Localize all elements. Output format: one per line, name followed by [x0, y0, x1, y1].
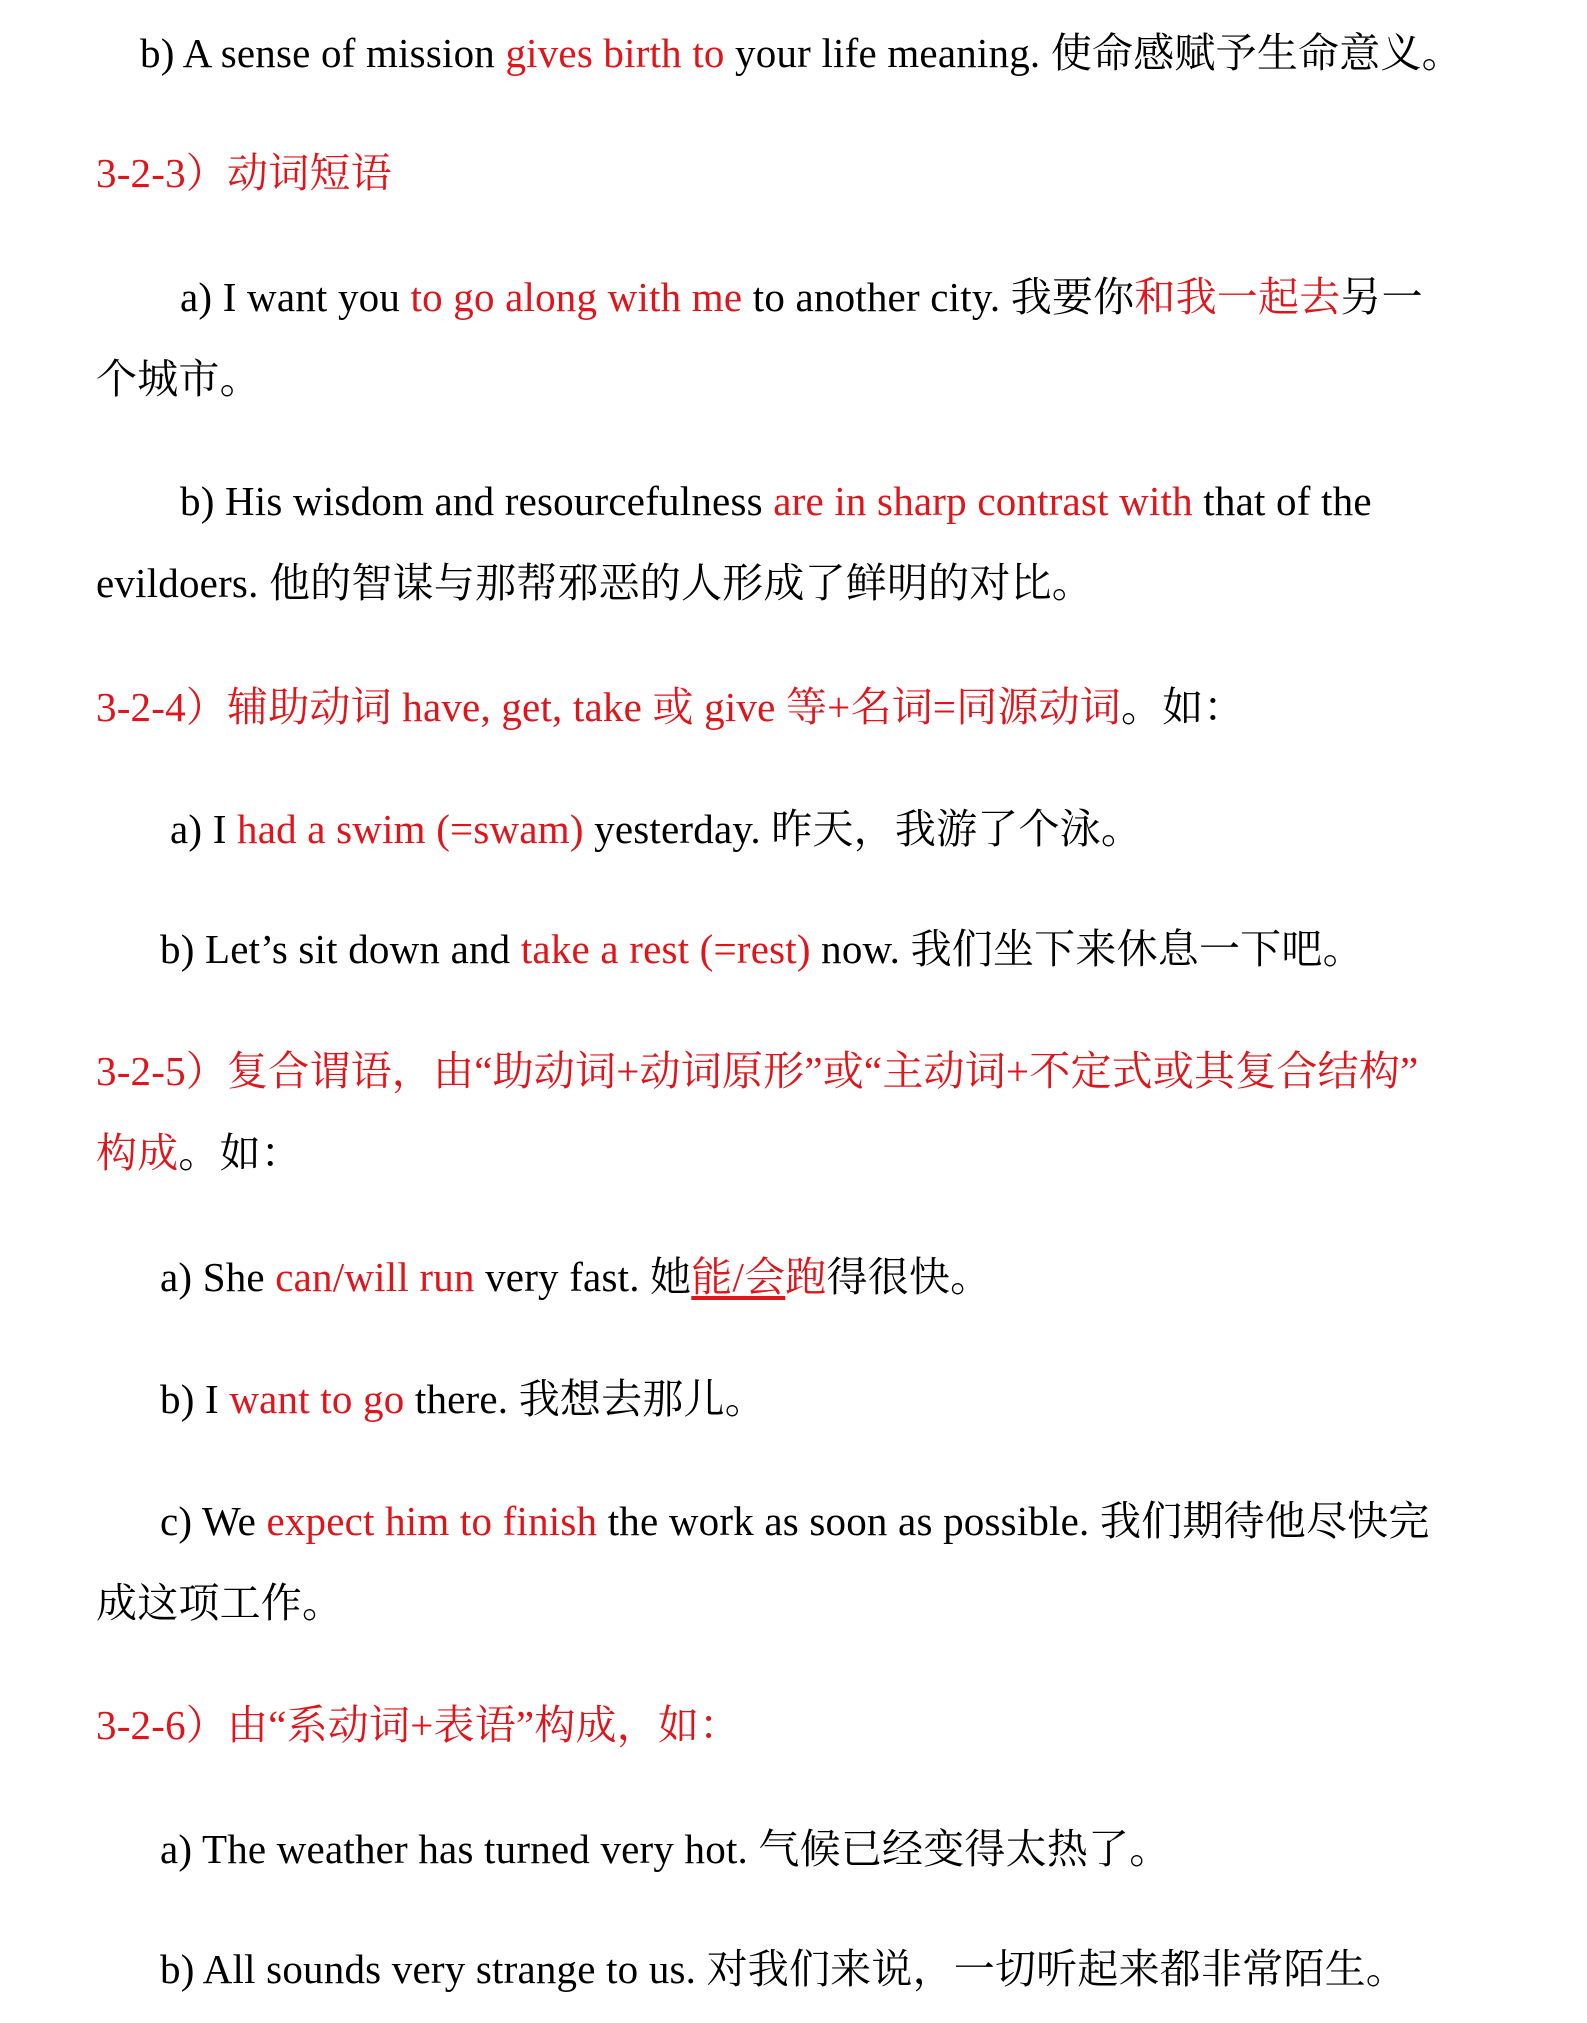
heading-text: 构成 [96, 1130, 179, 1176]
example-sentence-run [160, 1252, 991, 1302]
example-sentence-continuation: 个城市。 [96, 356, 261, 402]
section-heading-3-2-4 [96, 682, 1245, 732]
sentence-text: a) I [170, 806, 238, 852]
heading-text: 3-2-4）辅助动词 have, get, take 或 give 等+名词=同源动词 [96, 684, 1122, 730]
example-sentence-go-along [180, 272, 1423, 322]
highlighted-phrase: can/will run [275, 1254, 475, 1300]
highlighted-phrase: want to go [229, 1376, 405, 1422]
example-sentence-mission [140, 28, 1463, 78]
highlighted-phrase: had a swim (=swam) [237, 806, 584, 852]
sentence-text: b) I [160, 1376, 230, 1422]
sentence-text: a) I want you [180, 274, 411, 320]
sentence-text: that of the [1192, 478, 1372, 524]
underlined-translation: 能/会 [691, 1254, 786, 1300]
heading-suffix: 。如： [178, 1130, 303, 1176]
sentence-translation: now. 我们坐下来休息一下吧。 [810, 926, 1364, 972]
example-sentence-rest [160, 924, 1364, 974]
section-heading-3-2-6: 3-2-6）由“系动词+表语”构成，如： [96, 1702, 741, 1748]
example-sentence-continuation: evildoers. 他的智谋与那帮邪恶的人形成了鲜明的对比。 [96, 560, 1093, 606]
sentence-text: b) A sense of mission [140, 30, 506, 76]
example-sentence-expect [160, 1496, 1430, 1546]
highlighted-translation: 和我一起去 [1134, 274, 1341, 320]
example-sentence-strange: b) All sounds very strange to us. 对我们来说，一切听起来都非常陌生。 [160, 1946, 1407, 1992]
section-heading-3-2-3: 3-2-3）动词短语 [96, 150, 392, 196]
sentence-text: 另一 [1340, 274, 1423, 320]
example-sentence-want-to-go [160, 1374, 766, 1424]
example-sentence-swim [170, 804, 1142, 854]
heading-suffix: 。如： [1121, 684, 1245, 730]
sentence-text: very fast. 她 [474, 1254, 692, 1300]
highlighted-phrase: are in sharp contrast with [773, 478, 1193, 524]
highlighted-phrase: take a rest (=rest) [520, 926, 811, 972]
sentence-translation: your life meaning. 使命感赋予生命意义。 [724, 30, 1463, 76]
sentence-text: the work as soon as possible. 我们期待他尽快完 [597, 1498, 1430, 1544]
sentence-text: b) His wisdom and resourcefulness [180, 478, 774, 524]
sentence-text: b) Let’s sit down and [160, 926, 521, 972]
example-sentence-continuation: 成这项工作。 [96, 1580, 344, 1626]
example-sentence-contrast [180, 476, 1372, 526]
section-heading-continuation [96, 1128, 302, 1178]
highlighted-phrase: to go along with me [410, 274, 743, 320]
sentence-text: a) She [160, 1254, 276, 1300]
highlighted-phrase: expect him to finish [266, 1498, 598, 1544]
sentence-text: 得很快。 [826, 1254, 992, 1300]
example-sentence-weather: a) The weather has turned very hot. 气候已经变得太热了。 [160, 1826, 1171, 1872]
section-heading-3-2-5: 3-2-5）复合谓语，由“助动词+动词原形”或“主动词+不定式或其复合结构” [96, 1048, 1419, 1094]
sentence-text: c) We [160, 1498, 267, 1544]
highlighted-phrase: gives birth to [505, 30, 725, 76]
sentence-translation: yesterday. 昨天，我游了个泳。 [583, 806, 1143, 852]
sentence-text: to another city. 我要你 [742, 274, 1135, 320]
sentence-translation: there. 我想去那儿。 [404, 1376, 766, 1422]
highlighted-translation: 跑 [785, 1254, 827, 1300]
